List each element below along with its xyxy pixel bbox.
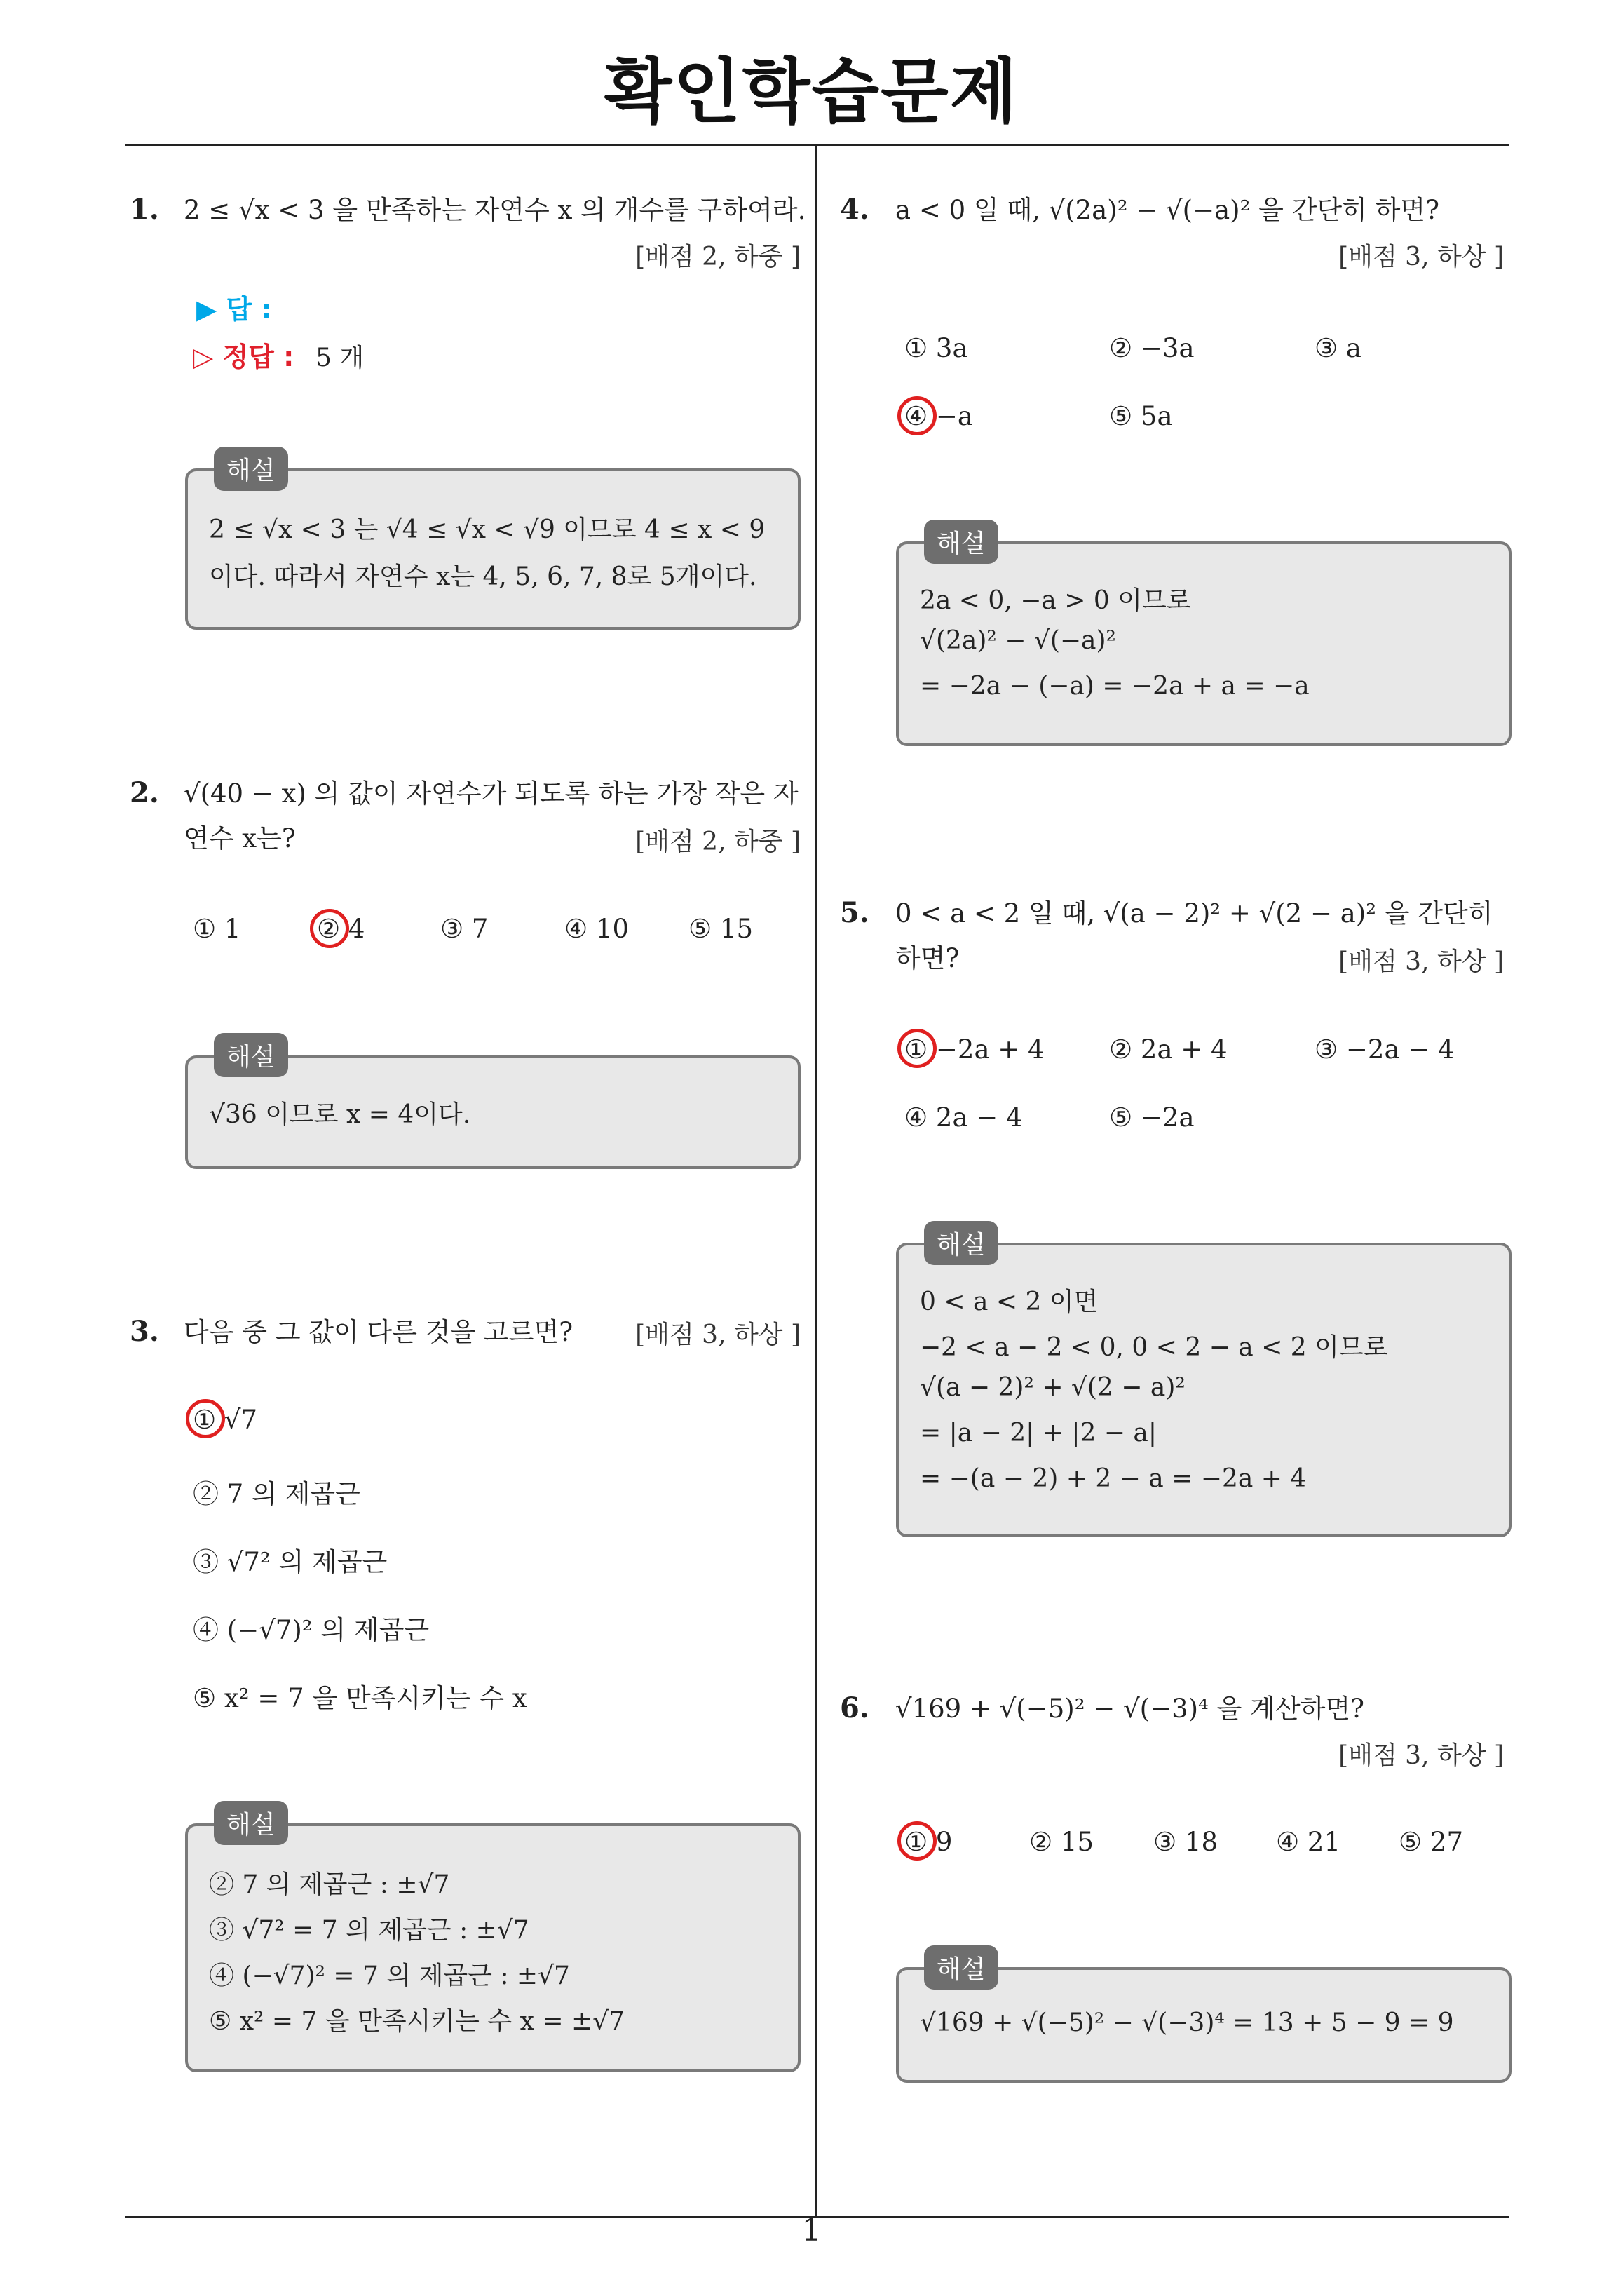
- choice-5[interactable]: ⑤ 15: [688, 914, 754, 944]
- correct-answer-value: 5 개: [315, 344, 365, 372]
- explanation-line: 2a < 0, −a > 0 이므로: [920, 586, 1191, 615]
- explanation-box: [185, 468, 801, 630]
- choice-5[interactable]: ⑤ 5a: [1109, 401, 1173, 431]
- answer-label: ▶ 답 :: [196, 294, 272, 325]
- column-divider: [815, 145, 817, 2217]
- question-number: 2.: [130, 776, 159, 809]
- explanation-tag: 해설: [214, 447, 288, 491]
- explanation-line: 이다. 따라서 자연수 x는 4, 5, 6, 7, 8로 5개이다.: [209, 562, 757, 591]
- correct-answer-label: ▷ 정답 :: [193, 342, 294, 372]
- choice-5[interactable]: ⑤ 27: [1399, 1827, 1464, 1857]
- question-text: 0 < a < 2 일 때, √(a − 2)² + √(2 − a)² 을 간단히: [895, 898, 1493, 928]
- explanation-line: −2 < a − 2 < 0, 0 < 2 − a < 2 이므로: [920, 1333, 1388, 1362]
- explanation-line: 0 < a < 2 이면: [920, 1288, 1099, 1316]
- selected-mark: [897, 1029, 937, 1068]
- choice-2[interactable]: ② 7 의 제곱근: [193, 1479, 360, 1509]
- choice-2[interactable]: ② −3a: [1109, 333, 1195, 363]
- question-text: 연수 x는?: [184, 823, 296, 853]
- choice-1[interactable]: ① √7: [193, 1405, 258, 1435]
- explanation-line: √(2a)² − √(−a)²: [920, 626, 1116, 655]
- question-number: 1.: [130, 193, 159, 226]
- explanation-line: ⑤ x² = 7 을 만족시키는 수 x = ±√7: [209, 2007, 625, 2036]
- question-text: a < 0 일 때, √(2a)² − √(−a)² 을 간단히 하면?: [895, 195, 1439, 225]
- question-meta: [배점 3, 하상 ]: [1338, 947, 1504, 976]
- choice-5[interactable]: ⑤ x² = 7 을 만족시키는 수 x: [193, 1683, 527, 1713]
- choice-2[interactable]: ② 15: [1029, 1827, 1094, 1857]
- choice-3[interactable]: ③ −2a − 4: [1315, 1034, 1455, 1065]
- question-meta: [배점 2, 하중 ]: [635, 243, 801, 271]
- question-number: 4.: [840, 193, 869, 226]
- choice-4[interactable]: ④ 21: [1276, 1827, 1341, 1857]
- explanation-line: ② 7 의 제곱근 : ±√7: [209, 1870, 450, 1899]
- question-text: √(40 − x) 의 값이 자연수가 되도록 하는 가장 작은 자: [184, 778, 799, 809]
- explanation-line: = |a − 2| + |2 − a|: [920, 1419, 1157, 1447]
- explanation-box: [896, 1243, 1512, 1537]
- question-number: 6.: [840, 1691, 869, 1724]
- explanation-line: = −(a − 2) + 2 − a = −2a + 4: [920, 1464, 1307, 1493]
- page-number: 1: [801, 2213, 822, 2248]
- choice-3[interactable]: ③ 18: [1153, 1827, 1218, 1857]
- choice-3[interactable]: ③ √7² 의 제곱근: [193, 1547, 388, 1577]
- explanation-tag: 해설: [214, 1033, 288, 1077]
- choice-4[interactable]: ④ (−√7)² 의 제곱근: [193, 1615, 430, 1645]
- explanation-line: = −2a − (−a) = −2a + a = −a: [920, 672, 1310, 701]
- explanation-box: [185, 1823, 801, 2072]
- choice-5[interactable]: ⑤ −2a: [1109, 1102, 1195, 1133]
- selected-mark: [897, 1821, 937, 1861]
- top-rule: [125, 144, 1509, 146]
- explanation-line: √(a − 2)² + √(2 − a)²: [920, 1373, 1186, 1402]
- selected-mark: [310, 909, 349, 948]
- selected-mark: [897, 396, 937, 435]
- question-text: 2 ≤ √x < 3 을 만족하는 자연수 x 의 개수를 구하여라.: [184, 195, 806, 225]
- question-meta: [배점 2, 하중 ]: [635, 828, 801, 856]
- explanation-tag: 해설: [924, 1945, 998, 1990]
- explanation-line: √36 이므로 x = 4이다.: [209, 1100, 471, 1129]
- choice-1[interactable]: ① −2a + 4: [904, 1034, 1045, 1065]
- selected-mark: [186, 1399, 225, 1438]
- question-meta: [배점 3, 하상 ]: [1338, 1741, 1504, 1770]
- question-text: 하면?: [895, 943, 960, 973]
- explanation-line: 2 ≤ √x < 3 는 √4 ≤ √x < √9 이므로 4 ≤ x < 9: [209, 515, 766, 544]
- question-number: 5.: [840, 896, 869, 929]
- page-title: 확인학습문제: [604, 50, 1019, 133]
- choice-4[interactable]: ④ −a: [904, 401, 973, 431]
- question-meta: [배점 3, 하상 ]: [635, 1321, 801, 1349]
- choice-2[interactable]: ② 2a + 4: [1109, 1034, 1228, 1065]
- question-number: 3.: [130, 1315, 159, 1348]
- question-meta: [배점 3, 하상 ]: [1338, 243, 1504, 271]
- choice-1[interactable]: ① 9: [904, 1827, 953, 1857]
- choice-4[interactable]: ④ 2a − 4: [904, 1102, 1023, 1133]
- question-text: √169 + √(−5)² − √(−3)⁴ 을 계산하면?: [895, 1694, 1364, 1724]
- explanation-box: [896, 541, 1512, 746]
- choice-1[interactable]: ① 3a: [904, 333, 968, 363]
- explanation-line: √169 + √(−5)² − √(−3)⁴ = 13 + 5 − 9 = 9: [920, 2008, 1454, 2037]
- choice-3[interactable]: ③ a: [1315, 333, 1361, 363]
- explanation-line: ③ √7² = 7 의 제곱근 : ±√7: [209, 1916, 529, 1945]
- choice-4[interactable]: ④ 10: [564, 914, 630, 944]
- choice-1[interactable]: ① 1: [193, 914, 241, 944]
- explanation-tag: 해설: [924, 520, 998, 564]
- choice-3[interactable]: ③ 7: [440, 914, 489, 944]
- explanation-tag: 해설: [924, 1221, 998, 1265]
- explanation-tag: 해설: [214, 1801, 288, 1845]
- choice-2[interactable]: ② 4: [317, 914, 365, 944]
- explanation-line: ④ (−√7)² = 7 의 제곱근 : ±√7: [209, 1961, 570, 1990]
- question-text: 다음 중 그 값이 다른 것을 고르면?: [184, 1317, 573, 1347]
